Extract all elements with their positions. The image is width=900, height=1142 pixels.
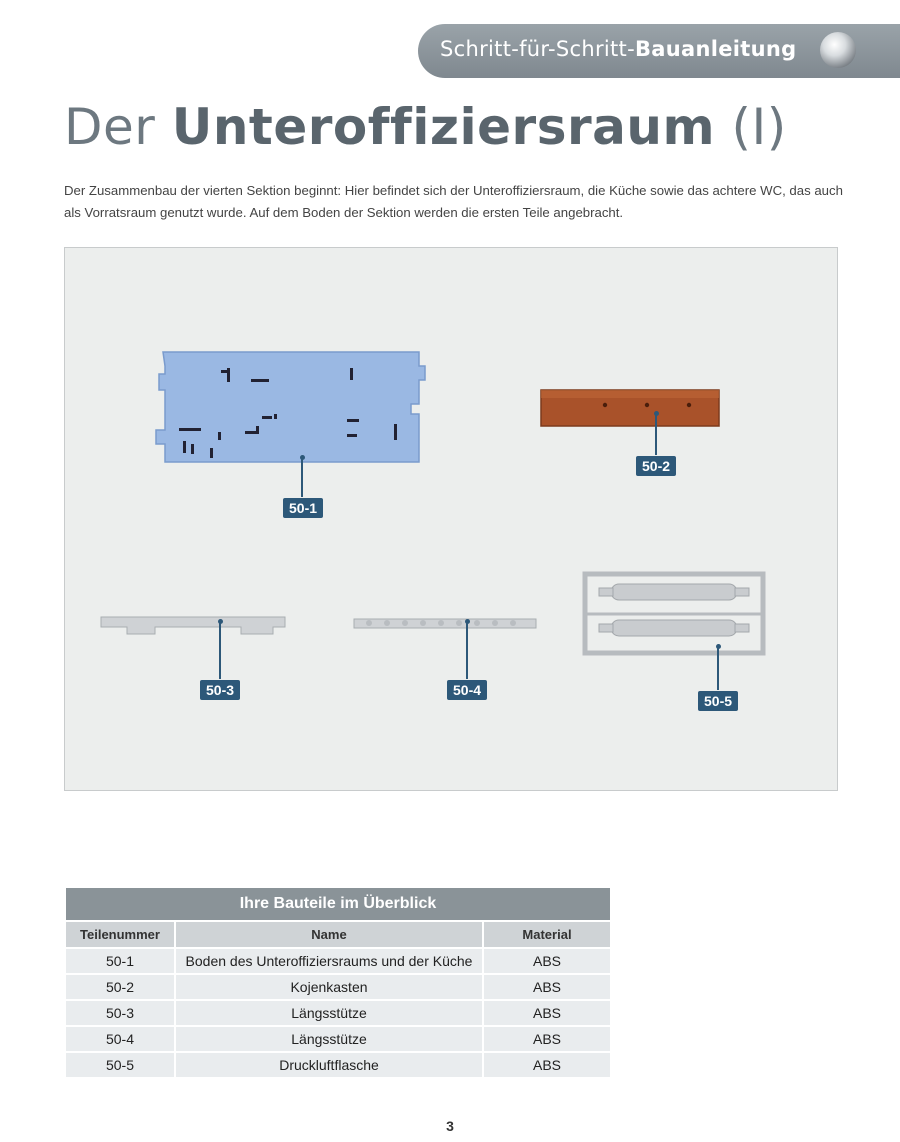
cell-name: Längsstütze [175, 1026, 483, 1052]
leader-50-3 [219, 621, 221, 679]
column-header-material: Material [483, 921, 611, 948]
part-50-3-image [101, 617, 285, 634]
page-number: 3 [446, 1118, 454, 1134]
part-tag-50-1: 50-1 [283, 498, 323, 518]
part-tag-50-4: 50-4 [447, 680, 487, 700]
leader-50-4 [466, 621, 468, 679]
parts-photo [64, 247, 838, 791]
cell-material: ABS [483, 1000, 611, 1026]
cell-material: ABS [483, 1052, 611, 1078]
cell-part-number: 50-2 [65, 974, 175, 1000]
table-header-row [65, 921, 611, 948]
table-title-row [65, 887, 611, 921]
table-row [65, 1000, 611, 1026]
column-header-name: Name [175, 921, 483, 948]
part-50-5-image [585, 574, 763, 653]
cell-part-number: 50-4 [65, 1026, 175, 1052]
cell-material: ABS [483, 1026, 611, 1052]
cell-part-number: 50-3 [65, 1000, 175, 1026]
cell-name: Boden des Unteroffiziersraums und der Küche [175, 948, 483, 974]
cell-name: Längsstütze [175, 1000, 483, 1026]
part-tag-50-5: 50-5 [698, 691, 738, 711]
cell-part-number: 50-5 [65, 1052, 175, 1078]
parts-overview-table [64, 886, 612, 1079]
cell-part-number: 50-1 [65, 948, 175, 974]
leader-50-5 [717, 646, 719, 690]
table-title: Ihre Bauteile im Überblick [65, 887, 611, 921]
part-50-1-image [156, 352, 425, 462]
part-50-2-image [541, 390, 719, 426]
table-row [65, 948, 611, 974]
section-banner-label: Schritt-für-Schritt-Bauanleitung [440, 37, 797, 61]
cell-material: ABS [483, 974, 611, 1000]
leader-50-1 [301, 457, 303, 497]
intro-paragraph: Der Zusammenbau der vierten Sektion beginnt: Hier befindet sich der Unteroffiziersraum, die Küche sowie das achtere WC, das auch als Vorratsraum genutzt wurde. Auf dem Boden der Sektion werden die ersten Teile angebracht. [64, 183, 843, 220]
section-banner [418, 24, 900, 78]
leader-50-2 [655, 413, 657, 455]
cell-material: ABS [483, 948, 611, 974]
column-header-part-number: Teilenummer [65, 921, 175, 948]
table-row [65, 1052, 611, 1078]
sphere-icon [820, 32, 856, 68]
cell-name: Kojenkasten [175, 974, 483, 1000]
part-50-4-image [354, 619, 536, 628]
part-tag-50-3: 50-3 [200, 680, 240, 700]
cell-name: Druckluftflasche [175, 1052, 483, 1078]
table-row [65, 1026, 611, 1052]
page-title: Der Unteroffiziersraum (I) [64, 98, 787, 156]
table-row [65, 974, 611, 1000]
part-tag-50-2: 50-2 [636, 456, 676, 476]
